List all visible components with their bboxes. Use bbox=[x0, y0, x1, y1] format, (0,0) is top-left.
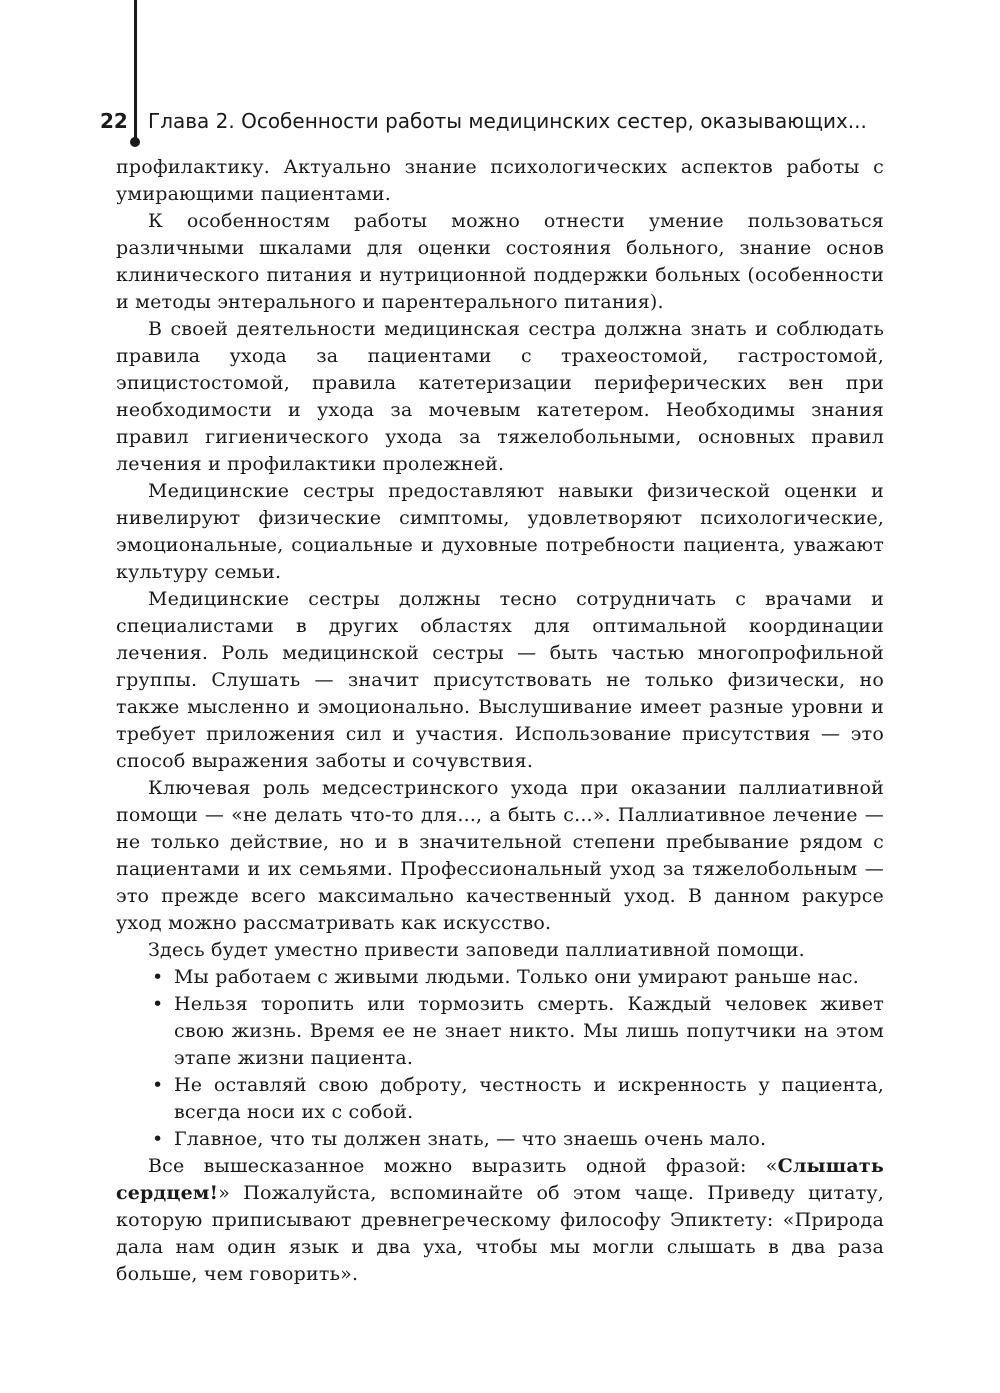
paragraph-7: Здесь будет уместно привести заповеди паллиативной помощи. bbox=[148, 939, 805, 961]
list-item-text: Главное, что ты должен знать, — что знаешь очень мало. bbox=[174, 1128, 767, 1150]
paragraph-3: В своей деятельности медицинская сестра должна знать и соблюдать правила ухода за пациентами с трахеостомой, гастростомой, эпицистостомой, правила катетеризации периферических вен при необходимости и ухода за мочевым катетером. Необходимы знания правил гигиенического ухода за тяжелобольными, основных правил лечения и профилактики пролежней. bbox=[116, 318, 884, 475]
paragraph-6: Ключевая роль медсестринского ухода при оказании паллиативной помощи — «не делать что-то для..., а быть с...». Паллиативное лечение — не только действие, но и в значительной степени пребывание рядом с пациентами и их семьями. Профессиональный уход за тяжелобольным — это прежде всего максимально качественный уход. В данном ракурсе уход можно рассматривать как искусство. bbox=[116, 777, 884, 934]
bullet-icon: • bbox=[152, 993, 164, 1015]
commandments-list bbox=[116, 964, 884, 1153]
running-title: Глава 2. Особенности работы медицинских сестер, оказывающих... bbox=[148, 109, 867, 133]
emphasis-phrase: Слышать сердцем! bbox=[116, 1155, 884, 1204]
bullet-icon: • bbox=[152, 1074, 164, 1096]
rule-dot bbox=[130, 137, 140, 147]
vertical-rule bbox=[134, 0, 137, 140]
paragraph-5: Медицинские сестры должны тесно сотрудничать с врачами и специалистами в других областях для оптимальной координации лечения. Роль медицинской сестры — быть частью многопрофильной группы. Слушать — значит присутствовать не только физически, но также мысленно и эмоционально. Выслушивание имеет разные уровни и требует приложения сил и участия. Использование присутствия — это способ выражения заботы и сочувствия. bbox=[116, 588, 884, 772]
list-item bbox=[116, 991, 884, 1072]
list-item bbox=[116, 1072, 884, 1126]
paragraph-1: профилактику. Актуально знание психологических аспектов работы с умирающими пациентами. bbox=[116, 156, 884, 205]
paragraph-8-end: » Пожалуйста, вспоминайте об этом чаще. Приведу цитату, которую приписывают древнегреческому философу Эпиктету: «Природа дала нам один язык и два уха, чтобы мы могли слышать в два раза больше, чем говорить». bbox=[116, 1182, 884, 1285]
paragraph-4: Медицинские сестры предоставляют навыки физической оценки и нивелируют физические симптомы, удовлетворяют психологические, эмоциональные, социальные и духовные потребности пациента, уважают культуру семьи. bbox=[116, 480, 884, 583]
list-item bbox=[116, 1126, 884, 1153]
list-item bbox=[116, 964, 884, 991]
page-body bbox=[116, 154, 884, 1288]
paragraph-8-start: Все вышесказанное можно выразить одной фразой: « bbox=[148, 1155, 778, 1177]
list-item-text: Нельзя торопить или тормозить смерть. Каждый человек живет свою жизнь. Время ее не знает никто. Мы лишь попутчики на этом этапе жизни пациента. bbox=[174, 993, 884, 1069]
paragraph-2: К особенностям работы можно отнести умение пользоваться различными шкалами для оценки состояния больного, знание основ клинического питания и нутриционной поддержки больных (особенности и методы энтерального и парентерального питания). bbox=[116, 210, 884, 313]
page-number: 22 bbox=[100, 109, 128, 133]
bullet-icon: • bbox=[152, 966, 164, 988]
paragraph-8 bbox=[116, 1153, 884, 1288]
list-item-text: Мы работаем с живыми людьми. Только они умирают раньше нас. bbox=[174, 966, 859, 988]
bullet-icon: • bbox=[152, 1128, 164, 1150]
list-item-text: Не оставляй свою доброту, честность и искренность у пациента, всегда носи их с собой. bbox=[174, 1074, 884, 1123]
